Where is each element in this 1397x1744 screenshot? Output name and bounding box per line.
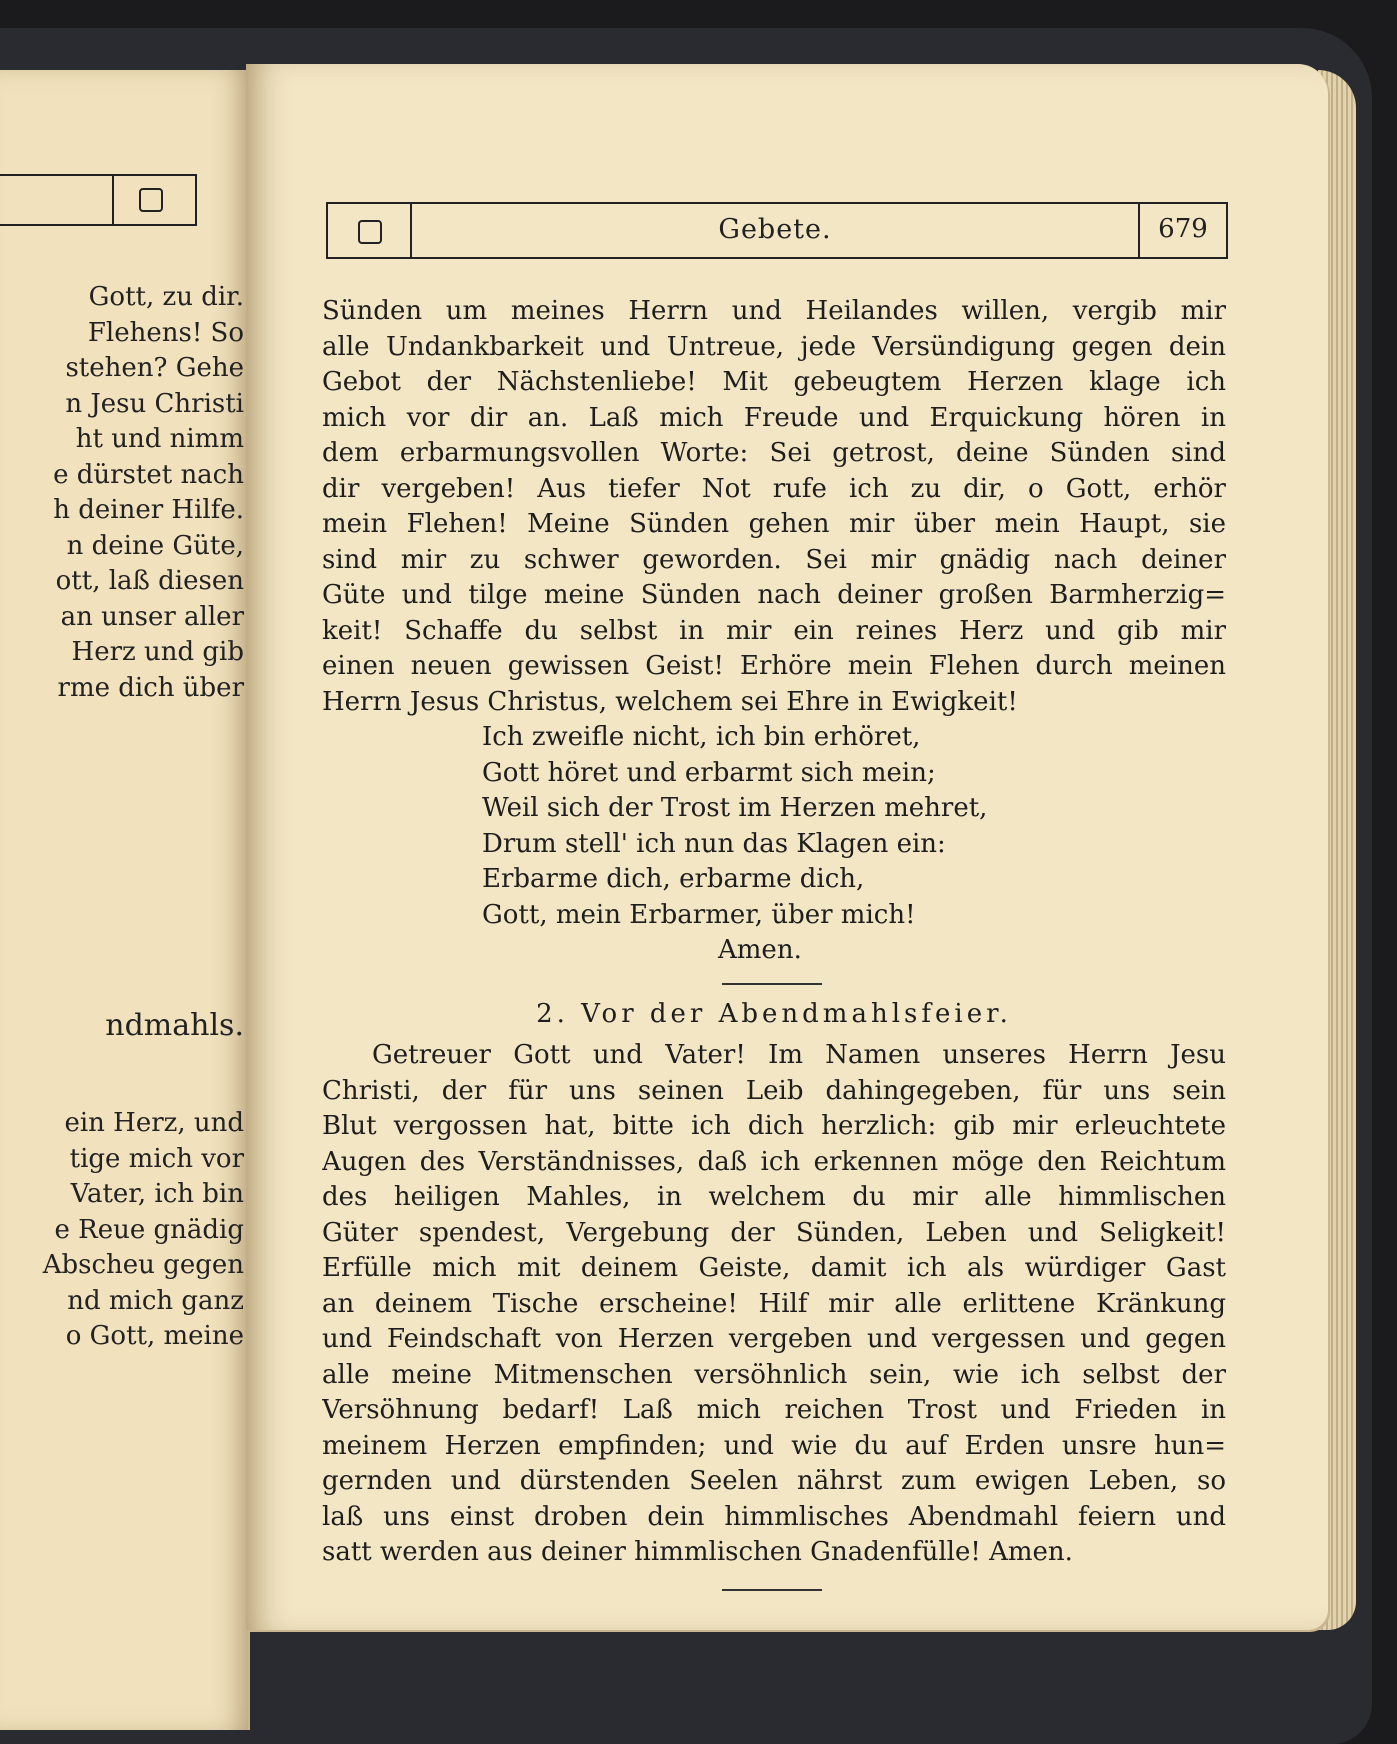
left-line: n deine Güte,: [66, 530, 244, 561]
paragraph2-line: an deinem Tische erscheine! Hilf mir alle erlittene Kränkung: [322, 1288, 1226, 1319]
paragraph2-line: satt werden aus deiner himmlischen Gnadenfülle! Amen.: [322, 1537, 1073, 1567]
paragraph2-line: Christi, der für uns seinen Leib dahingegeben, für uns sein: [322, 1075, 1226, 1106]
square-box-icon: [139, 188, 163, 212]
left-line: Flehens! So: [87, 317, 244, 348]
paragraph1-line: dem erbarmungsvollen Worte: Sei getrost, deine Sünden sind: [322, 438, 1226, 468]
paragraph2-line: Versöhnung bedarf! Laß mich reichen Trost und Frieden in: [322, 1395, 1226, 1425]
page-number: 679: [1158, 214, 1208, 244]
running-title: Gebete.: [718, 214, 832, 245]
left-gap: [8, 706, 244, 806]
paragraph2-line: des heiligen Mahles, in welchem du mir alle himmlischen: [322, 1182, 1226, 1212]
left-gap: [8, 1046, 244, 1106]
paragraph1-line: alle Undankbarkeit und Untreue, jede Versündigung gegen dein: [322, 331, 1226, 362]
paragraph1-line: Sünden um meines Herrn und Heilandes willen, vergib mir: [322, 296, 1226, 326]
left-line: e dürstet nach: [53, 459, 244, 490]
left-line: ht und nimm: [75, 424, 244, 454]
left-page-header: [0, 174, 197, 226]
paragraph1-line: Gebot der Nächstenliebe! Mit gebeugtem Herzen klage ich: [322, 367, 1226, 397]
paragraph2-line: Getreuer Gott und Vater! Im Namen unseres Herrn Jesu: [372, 1040, 1226, 1070]
header-divider: [112, 176, 114, 224]
verse-line: Weil sich der Trost im Herzen mehret,: [482, 793, 988, 823]
page-body: [322, 294, 1226, 1591]
paragraph1-line: mich vor dir an. Laß mich Freude und Erquickung hören in: [322, 402, 1226, 433]
paragraph-1: [322, 294, 1226, 720]
paragraph2-line: gernden und dürstenden Seelen nährst zum ewigen Leben, so: [322, 1466, 1226, 1496]
left-line: rme dich über: [57, 672, 244, 703]
left-line: nd mich ganz: [67, 1285, 244, 1316]
left-line: an unser aller: [60, 601, 244, 632]
left-line: ott, laß diesen: [55, 566, 244, 596]
verse-line: Erbarme dich, erbarme dich,: [482, 864, 865, 894]
left-line: e Reue gnädig: [54, 1214, 244, 1245]
paragraph1-line: mein Flehen! Meine Sünden gehen mir über mein Haupt, sie: [322, 509, 1226, 539]
paragraph1-line: Güte und tilge meine Sünden nach deiner großen Barmherzig=: [322, 580, 1226, 610]
left-line: Vater, ich bin: [70, 1179, 244, 1209]
end-divider: [722, 1589, 822, 1591]
left-line: tige mich vor: [69, 1143, 244, 1174]
left-heading: ndmahls.: [105, 1008, 244, 1043]
verse-line: Gott, mein Erbarmer, über mich!: [482, 899, 916, 930]
paragraph1-line: keit! Schaffe du selbst in mir ein reines Herz und gib mir: [322, 615, 1226, 646]
paragraph2-line: Blut vergossen hat, bitte ich dich herzlich: gib mir erleuchtete: [322, 1111, 1226, 1141]
paragraph-2: [322, 1038, 1226, 1571]
verse-line: Ich zweifle nicht, ich bin erhöret,: [482, 722, 921, 752]
paragraph2-line: alle meine Mitmenschen versöhnlich sein, wie ich selbst der: [322, 1359, 1226, 1390]
left-page: [0, 70, 250, 1730]
paragraph2-line: Augen des Verständnisses, daß ich erkennen möge den Reichtum: [322, 1146, 1226, 1177]
amen-line: Amen.: [718, 935, 802, 965]
section-divider: [722, 983, 822, 985]
right-page: [246, 64, 1328, 1630]
square-box-icon: [358, 220, 382, 244]
verse-line: Gott höret und erbarmt sich mein;: [482, 757, 936, 788]
paragraph2-line: Güter spendest, Vergebung der Sünden, Leben und Seligkeit!: [322, 1217, 1226, 1248]
left-page-text: [8, 280, 244, 1355]
left-line: Abscheu gegen: [42, 1250, 244, 1280]
left-line: o Gott, meine: [65, 1321, 244, 1351]
left-line: Gott, zu dir.: [88, 282, 244, 312]
paragraph1-line: Herrn Jesus Christus, welchem sei Ehre in Ewigkeit!: [322, 686, 1018, 717]
paragraph2-line: laß uns einst droben dein himmlisches Abendmahl feiern und: [322, 1501, 1226, 1532]
left-gap: [8, 806, 244, 906]
paragraph1-line: dir vergeben! Aus tiefer Not rufe ich zu dir, o Gott, erhör: [322, 473, 1226, 504]
paragraph2-line: und Feindschaft von Herzen vergeben und vergessen und gegen: [322, 1324, 1226, 1354]
paragraph1-line: einen neuen gewissen Geist! Erhöre mein Flehen durch meinen: [322, 651, 1226, 681]
paragraph1-line: sind mir zu schwer geworden. Sei mir gnädig nach deiner: [322, 544, 1226, 575]
page-header: [326, 202, 1228, 259]
left-line: Herz und gib: [71, 637, 244, 667]
left-line: ein Herz, und: [64, 1108, 244, 1138]
verse-line: Drum stell' ich nun das Klagen ein:: [482, 828, 946, 859]
left-line: stehen? Gehe: [65, 353, 244, 383]
paragraph2-line: meinem Herzen empfinden; und wie du auf Erden unsre hun=: [322, 1430, 1226, 1461]
section-title: 2. Vor der Abendmahlsfeier.: [536, 998, 1012, 1029]
verse-block: [322, 720, 1226, 933]
left-line: h deiner Hilfe.: [53, 495, 244, 525]
paragraph2-line: Erfülle mich mit deinem Geiste, damit ich als würdiger Gast: [322, 1253, 1226, 1283]
left-line: n Jesu Christi: [65, 388, 244, 419]
left-gap: [8, 906, 244, 1006]
